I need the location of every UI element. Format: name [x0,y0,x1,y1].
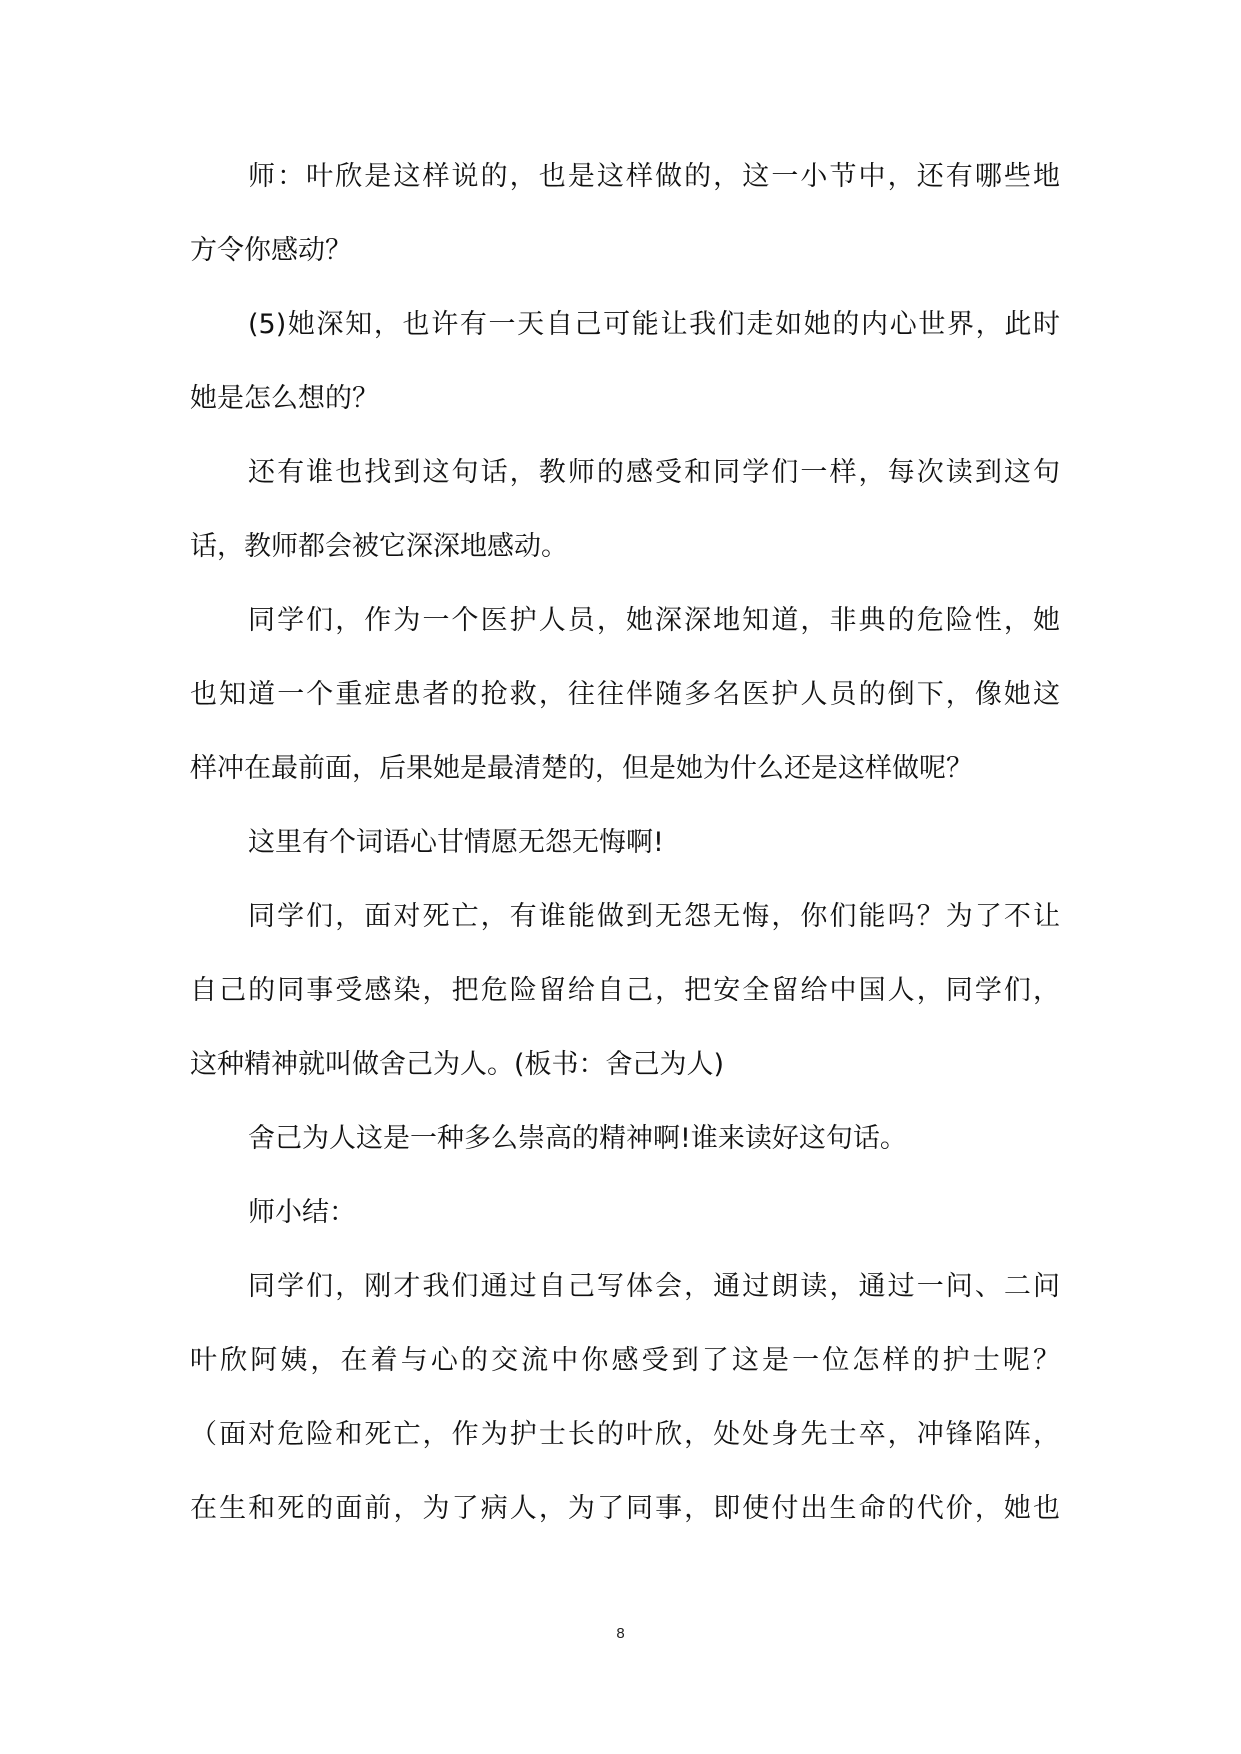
paragraph-line: 同学们，作为一个医护人员，她深深地知道，非典的危险性，她 [248,605,1060,636]
paragraph-line: 这种精神就叫做舍己为人。(板书：舍己为人) [190,1049,725,1080]
paragraph-line: 同学们，面对死亡，有谁能做到无怨无悔，你们能吗？为了不让 [248,901,1060,932]
paragraph-line: 还有谁也找到这句话，教师的感受和同学们一样，每次读到这句 [248,457,1060,488]
body-text [190,140,1060,1546]
paragraph-line: 舍己为人这是一种多么崇高的精神啊!谁来读好这句话。 [248,1123,907,1154]
paragraph-line: 自己的同事受感染，把危险留给自己，把安全留给中国人，同学们， [190,975,1060,1006]
paragraph-line: 这里有个词语心甘情愿无怨无悔啊! [248,827,664,858]
page-number: 8 [616,1625,625,1642]
paragraph-line: 师：叶欣是这样说的，也是这样做的，这一小节中，还有哪些地 [248,161,1060,192]
paragraph-line: 师小结： [248,1197,356,1228]
paragraph-line: 也知道一个重症患者的抢救，往往伴随多名医护人员的倒下，像她这 [190,679,1060,710]
paragraph-line: (5)她深知，也许有一天自己可能让我们走如她的内心世界，此时 [248,309,1060,340]
paragraph-line: 话，教师都会被它深深地感动。 [190,531,568,562]
paragraph-line: （面对危险和死亡，作为护士长的叶欣，处处身先士卒，冲锋陷阵， [190,1419,1060,1450]
paragraph-line: 样冲在最前面，后果她是最清楚的，但是她为什么还是这样做呢？ [190,753,973,784]
paragraph-line: 同学们，刚才我们通过自己写体会，通过朗读，通过一问、二问 [248,1271,1060,1302]
paragraph-line: 叶欣阿姨，在着与心的交流中你感受到了这是一位怎样的护士呢？ [190,1345,1060,1376]
paragraph-line: 她是怎么想的？ [190,383,379,414]
paragraph-line: 在生和死的面前，为了病人，为了同事，即使付出生命的代价，她也 [190,1493,1060,1524]
paragraph-line: 方令你感动？ [190,235,352,266]
